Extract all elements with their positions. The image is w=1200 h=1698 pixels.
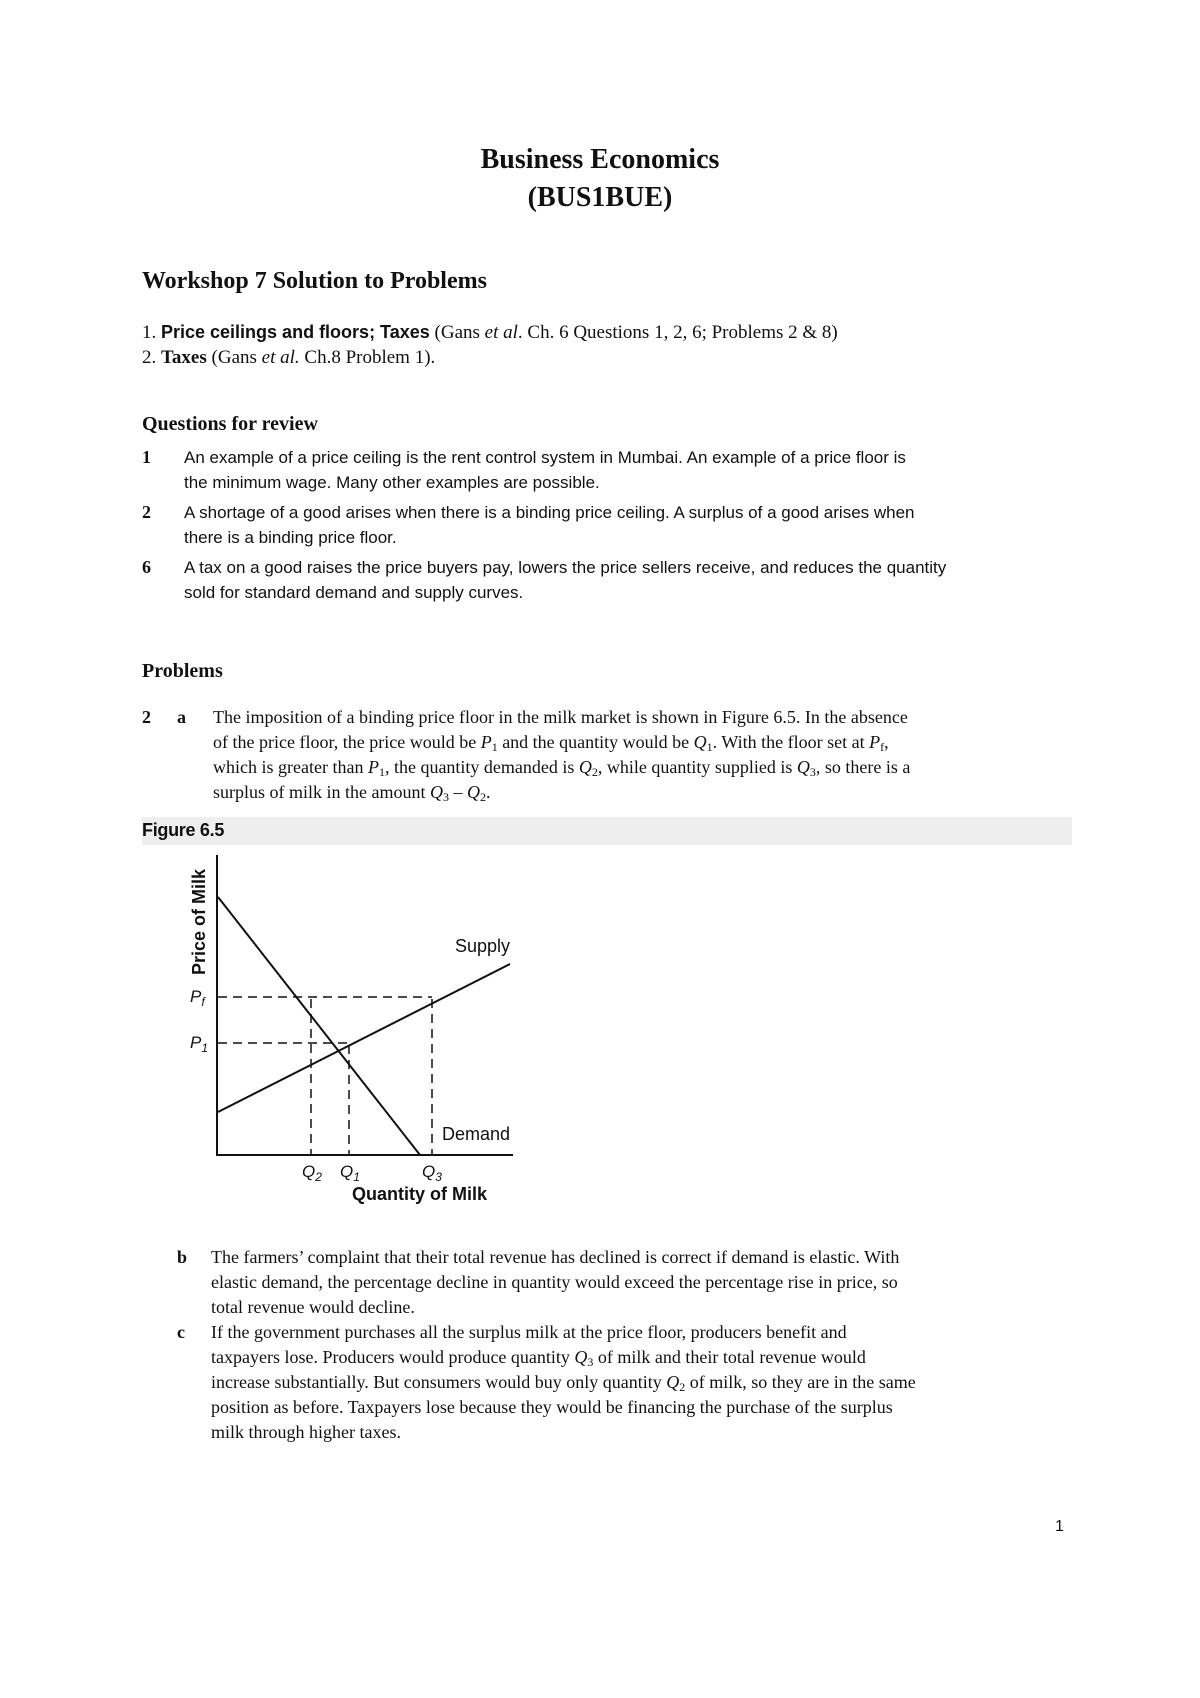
supply-label: Supply <box>455 936 511 956</box>
part-c-line: position as before. Taxpayers lose because they would be financing the purchase of the surplus <box>211 1397 893 1417</box>
review-text-line: A tax on a good raises the price buyers pay, lowers the price sellers receive, and reduces the quantity <box>184 558 947 577</box>
supply-curve <box>218 964 510 1112</box>
part-b-line: total revenue would decline. <box>211 1297 415 1317</box>
topic-1: 1. Price ceilings and floors; Taxes (Gans et al. Ch. 6 Questions 1, 2, 6; Problems 2 & 8) <box>142 322 838 343</box>
part-c-line: milk through higher taxes. <box>211 1422 401 1442</box>
review-number: 6 <box>142 557 151 577</box>
review-text-line: A shortage of a good arises when there is a binding price ceiling. A surplus of a good arises when <box>184 503 915 522</box>
figure-label: Figure 6.5 <box>142 820 225 840</box>
x-axis-label: Quantity of Milk <box>352 1184 487 1204</box>
q2-label: $Q_2$ <box>302 1162 322 1184</box>
problem-number: 2 <box>142 707 151 727</box>
pf-label: $P_f$ <box>190 987 205 1009</box>
course-code: (BUS1BUE) <box>527 182 673 213</box>
review-text-line: the minimum wage. Many other examples are possible. <box>184 473 600 492</box>
workshop-title: Workshop 7 Solution to Problems <box>142 268 487 294</box>
topic-2: 2. Taxes (Gans et al. Ch.8 Problem 1). <box>142 347 436 368</box>
review-number: 1 <box>142 447 151 467</box>
problems-heading: Problems <box>142 660 223 682</box>
demand-label: Demand <box>442 1124 511 1144</box>
part-c-line: taxpayers lose. Producers would produce quantity $Q_3$ of milk and their total revenue would <box>211 1347 866 1369</box>
part-a-line: surplus of milk in the amount $Q_3 - Q_2$. <box>213 782 491 804</box>
y-axis-label: Price of Milk <box>189 868 209 975</box>
page-number: 1 <box>1055 1518 1064 1535</box>
review-text-line: there is a binding price floor. <box>184 528 397 547</box>
part-label-c: c <box>177 1322 185 1342</box>
part-a-line: of the price floor, the price would be $P_1$ and the quantity would be $Q_1$. With the floor set at $P_f$, <box>213 732 889 754</box>
q3-label: $Q_3$ <box>422 1162 442 1184</box>
q1-label: $Q_1$ <box>340 1162 360 1184</box>
review-text-line: sold for standard demand and supply curves. <box>184 583 524 602</box>
document-title: Business Economics <box>480 144 720 175</box>
part-label-a: a <box>177 707 186 727</box>
review-text-line: An example of a price ceiling is the rent control system in Mumbai. An example of a price floor is <box>184 448 906 467</box>
part-c-line: If the government purchases all the surplus milk at the price floor, producers benefit and <box>211 1322 847 1342</box>
p1-label: $P_1$ <box>190 1033 209 1055</box>
figure-header <box>142 817 1072 845</box>
price-floor-figure <box>170 850 530 1210</box>
part-a-line: which is greater than $P_1$, the quantity demanded is $Q_2$, while quantity supplied is $Q_3$, so there is a <box>213 757 911 779</box>
part-c-line: increase substantially. But consumers would buy only quantity $Q_2$ of milk, so they are in the same <box>211 1372 916 1394</box>
part-a-line: The imposition of a binding price floor in the milk market is shown in Figure 6.5. In the absence <box>213 707 908 727</box>
part-label-b: b <box>177 1247 188 1267</box>
part-b-line: elastic demand, the percentage decline in quantity would exceed the percentage rise in price, so <box>211 1272 898 1292</box>
part-b-line: The farmers’ complaint that their total revenue has declined is correct if demand is elastic. With <box>211 1247 900 1267</box>
review-heading: Questions for review <box>142 413 318 435</box>
review-number: 2 <box>142 502 151 522</box>
